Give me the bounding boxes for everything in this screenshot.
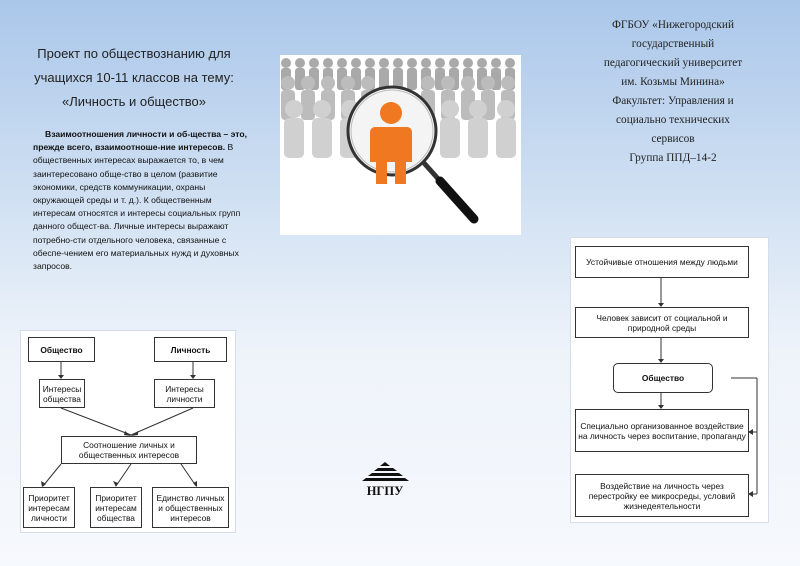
inst-line-1: ФГБОУ «Нижегородский bbox=[611, 19, 735, 31]
box-priority-society: Приоритет интересам общества bbox=[90, 487, 142, 528]
inst-line-5: Факультет: Управления и bbox=[612, 95, 734, 107]
box-society: Общество bbox=[28, 337, 95, 362]
box-society-center: Общество bbox=[613, 363, 713, 393]
interests-diagram bbox=[20, 330, 236, 533]
inst-line-4: им. Козьмы Минина» bbox=[621, 76, 725, 88]
logo-pyramid-icon bbox=[360, 460, 410, 486]
box-priority-personal: Приоритет интересам личности bbox=[23, 487, 75, 528]
title-line-1: Проект по обществознанию для bbox=[37, 46, 231, 61]
box-personal-interests: Интересы личности bbox=[154, 379, 215, 408]
inst-line-2: государственный bbox=[631, 38, 715, 50]
inst-line-6: социально технических bbox=[616, 114, 730, 126]
crowd-magnifier-illustration bbox=[280, 55, 521, 235]
intro-bold: Взаимоотношения личности и об-щества – это, прежде всего, взаимоотноше-ние интересов. bbox=[33, 129, 248, 153]
inst-line-7: сервисов bbox=[651, 133, 695, 145]
inst-line-3: педагогический университет bbox=[603, 57, 743, 69]
intro-text: В общественных интересах выражается то, в чем заинтересовано обще-ство в целом (развитие экономики, средств коммуникации, охраны окружающей среды и т. д.). К общественным интересам относятся и интересы социальных групп данного общест-ва. Личные интересы выражают потребно-сти отдельного человека, связанные с обеспе-чением его материальных нужд и духовных запросов. bbox=[33, 142, 241, 272]
intro-paragraph bbox=[33, 128, 249, 273]
society-influence-diagram bbox=[570, 237, 769, 523]
box-human-dependency: Человек зависит от социальной и природной среды bbox=[575, 307, 749, 338]
inst-line-8: Группа ППД–14-2 bbox=[629, 152, 717, 164]
title-line-3: «Личность и общество» bbox=[61, 94, 207, 109]
logo-text: НГПУ bbox=[366, 484, 404, 498]
box-personality: Личность bbox=[154, 337, 227, 362]
box-interest-balance: Соотношение личных и общественных интересов bbox=[61, 436, 197, 464]
institution-info bbox=[573, 16, 773, 168]
box-society-interests: Интересы общества bbox=[39, 379, 85, 408]
box-unity: Единство личных и общественных интересов bbox=[152, 487, 229, 528]
crowd-magnifier-image bbox=[280, 55, 521, 235]
box-stable-relations: Устойчивые отношения между людьми bbox=[575, 246, 749, 278]
box-microenvironment-influence: Воздействие на личность через перестройку ее микросреды, условий жизнедеятельности bbox=[575, 474, 749, 517]
title-line-2: учащихся 10-11 классов на тему: bbox=[34, 70, 234, 85]
box-organized-influence: Специально организованное воздействие на личность через воспитание, пропаганду bbox=[575, 409, 749, 452]
project-title bbox=[0, 42, 268, 114]
